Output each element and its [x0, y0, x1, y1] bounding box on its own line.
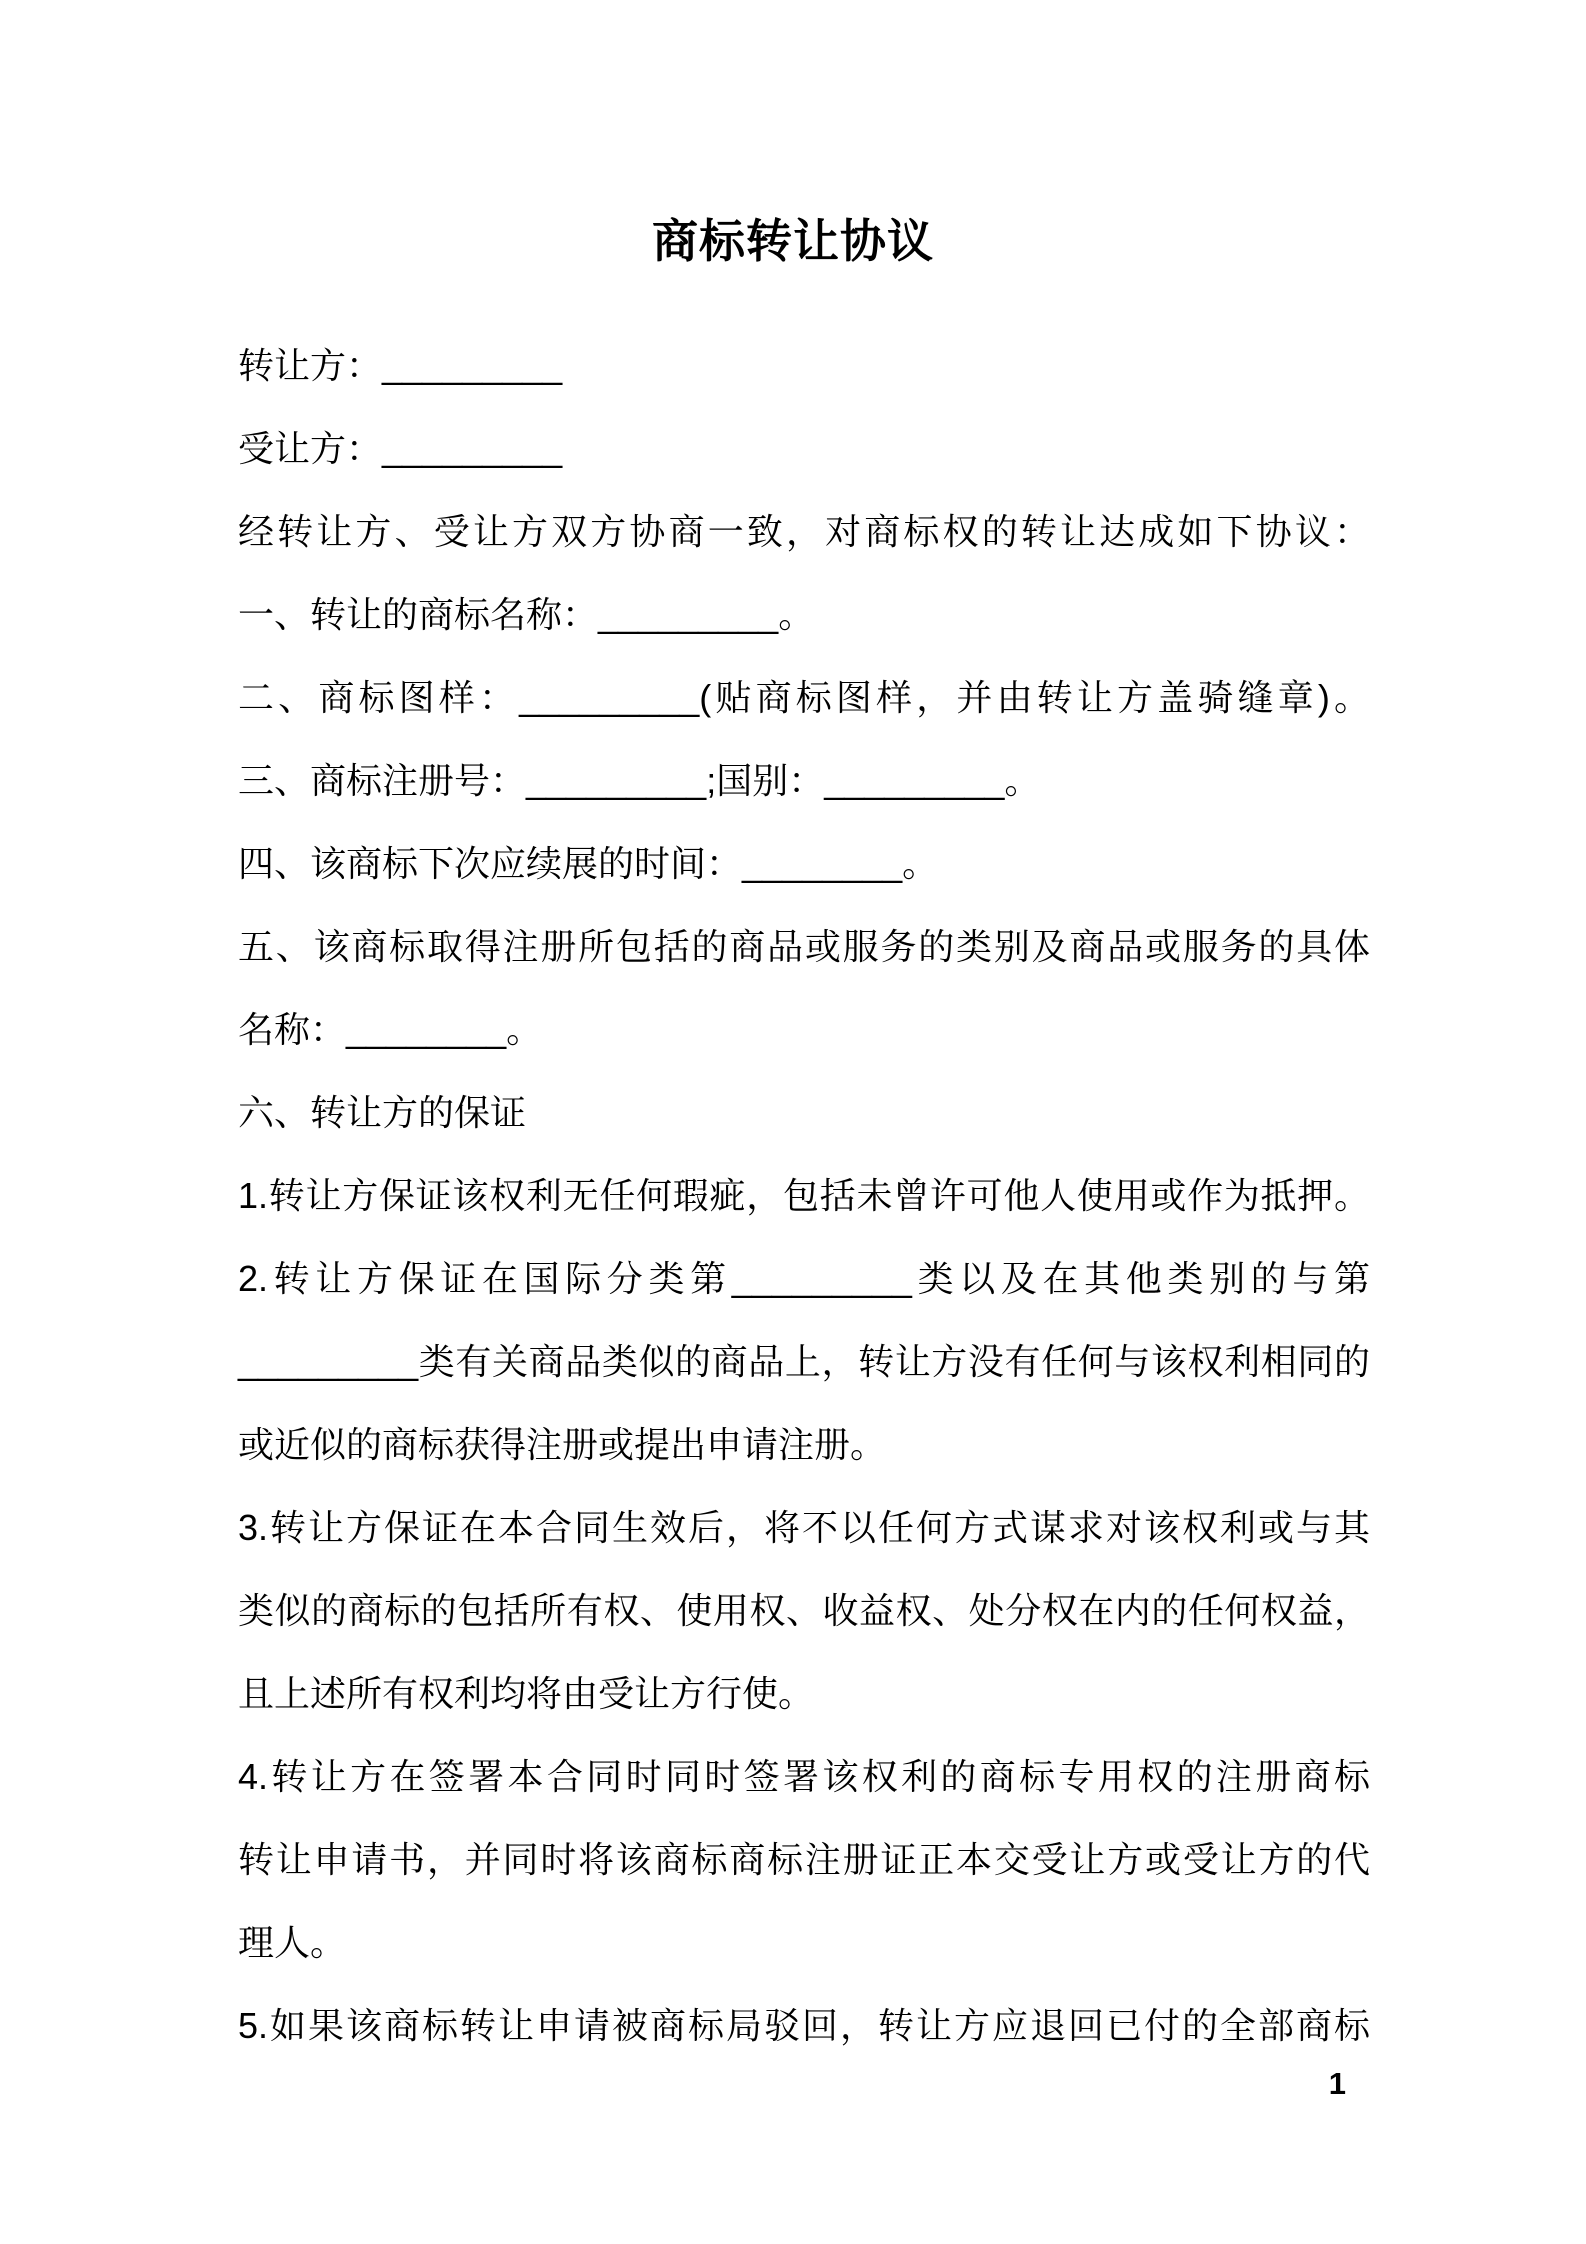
text-line: 二、商标图样：_________(贴商标图样，并由转让方盖骑缝章)。 [238, 677, 1370, 718]
text-line: 五、该商标取得注册所包括的商品或服务的类别及商品或服务的具体 [238, 926, 1370, 967]
document-body [238, 324, 1370, 2067]
text-line: 5.如果该商标转让申请被商标局驳回，转让方应退回已付的全部商标 [238, 2005, 1370, 2046]
text-line: 名称：________。 [238, 1009, 543, 1050]
page-number: 1 [1328, 2066, 1346, 2101]
text-line: 六、转让方的保证 [238, 1092, 527, 1133]
text-line: 2.转让方保证在国际分类第_________类以及在其他类别的与第 [238, 1258, 1370, 1299]
text-line: 或近似的商标获得注册或提出申请注册。 [238, 1424, 887, 1465]
text-line: 4.转让方在签署本合同时同时签署该权利的商标专用权的注册商标 [238, 1756, 1370, 1797]
text-line: 三、商标注册号：_________;国别：_________。 [238, 760, 1041, 801]
text-line: 转让方：_________ [238, 345, 563, 386]
text-line: 且上述所有权利均将由受让方行使。 [238, 1673, 815, 1714]
text-line: 3.转让方保证在本合同生效后，将不以任何方式谋求对该权利或与其 [238, 1507, 1370, 1548]
text-line: 受让方：_________ [238, 428, 563, 469]
text-line: 一、转让的商标名称：_________。 [238, 594, 815, 635]
text-line: 四、该商标下次应续展的时间：________。 [238, 843, 939, 884]
text-line: 理人。 [238, 1922, 347, 1963]
text-line: 类似的商标的包括所有权、使用权、收益权、处分权在内的任何权益， [238, 1590, 1370, 1631]
document-title: 商标转让协议 [652, 215, 934, 267]
text-line: 经转让方、受让方双方协商一致，对商标权的转让达成如下协议： [238, 511, 1370, 552]
text-line: _________类有关商品类似的商品上，转让方没有任何与该权利相同的 [238, 1341, 1370, 1382]
text-line: 1.转让方保证该权利无任何瑕疵，包括未曾许可他人使用或作为抵押。 [238, 1175, 1370, 1216]
text-line: 转让申请书，并同时将该商标商标注册证正本交受让方或受让方的代 [238, 1839, 1370, 1880]
